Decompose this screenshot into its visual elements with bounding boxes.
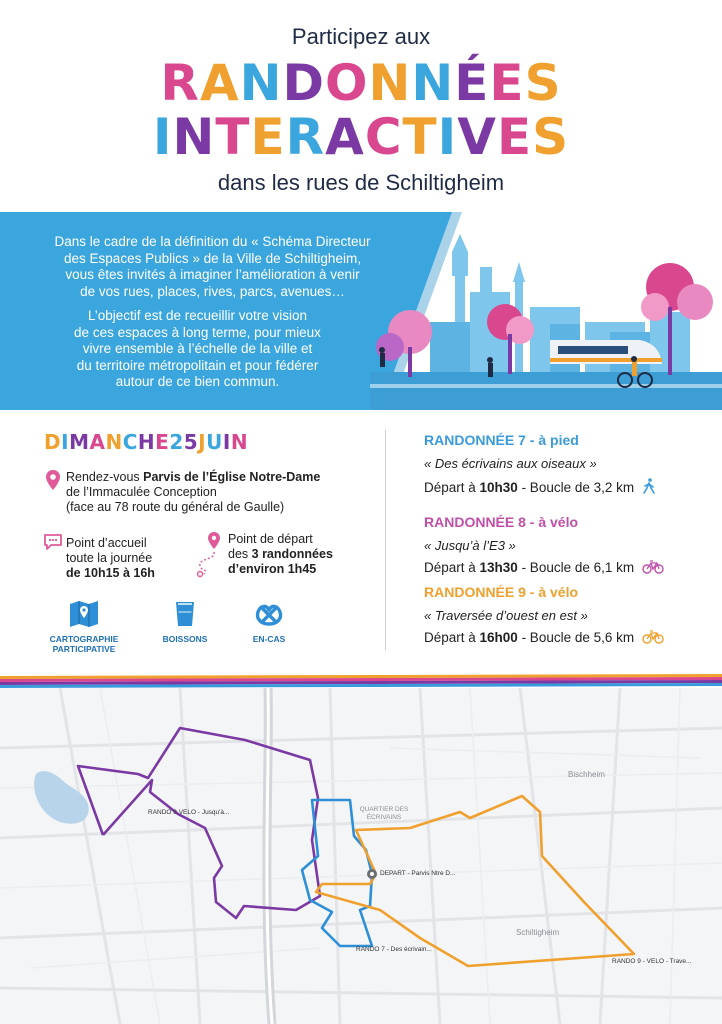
pretzel-icon: [254, 600, 284, 628]
bicycle-icon: [642, 630, 664, 644]
place-bischheim: Bischheim: [568, 770, 605, 779]
route-7-title: RANDONNÉE 7 - à pied: [424, 432, 579, 448]
header-line1: Participez aux: [291, 24, 431, 49]
map-icon: [69, 600, 99, 628]
section-divider: [385, 430, 386, 650]
intro-band: [0, 212, 722, 410]
route-7-details: Départ à 10h30 - Boucle de 3,2 km: [424, 478, 656, 495]
route-9-subtitle: « Traversée d’ouest en est »: [424, 608, 588, 623]
route-9-details: Départ à 16h00 - Boucle de 5,6 km: [424, 630, 664, 645]
place-schiltigheim: Schiltigheim: [516, 928, 560, 937]
map-canvas: [0, 688, 722, 1024]
glass-icon: [172, 600, 198, 628]
event-date: DIMANCHE25JUIN: [44, 430, 249, 454]
route-7-subtitle: « Des écrivains aux oiseaux »: [424, 456, 597, 471]
location-pin-icon: [46, 470, 60, 490]
accueil-info: Point d’accueil toute la journée de 10h15 à 16h: [66, 536, 155, 580]
route-8-title: RANDONNÉE 8 - à vélo: [424, 514, 579, 530]
route-8-details: Départ à 13h30 - Boucle de 6,1 km: [424, 560, 664, 575]
chat-bubble-icon: [44, 534, 62, 550]
route-7-map-label: RANDO 7 - Des écrivain...: [356, 946, 432, 953]
intro-paragraph-1: Dans le cadre de la définition du « Schéma Directeur des Espaces Publics » de la Ville de Schiltigheim, vous êtes invités à imaginer l’amélioration à venir de vos rues, places, rives, parcs, avenues…: [54, 234, 371, 299]
facility-boissons: BOISSONS: [130, 600, 240, 644]
bicycle-icon: [642, 560, 664, 574]
route-start-icon: [194, 532, 224, 578]
route-8-map-label: RANDO 8 VELO - Jusqu'à...: [148, 809, 230, 816]
city-illustration: [370, 212, 722, 410]
route-8-subtitle: « Jusqu’à l’E3 »: [424, 538, 516, 553]
route-9-map-label: RANDO 9 - VELO - Trave...: [612, 958, 692, 965]
route-map[interactable]: [0, 688, 722, 1024]
walker-icon: [642, 478, 656, 494]
depart-map-label: DEPART - Parvis Ntre D...: [380, 870, 456, 877]
facility-encas: EN-CAS: [214, 600, 324, 644]
route-9-title: RANDONNÉE 9 - à vélo: [424, 584, 579, 600]
place-quartier-ecrivains: QUARTIER DES ÉCRIVAINS: [359, 806, 409, 821]
decorative-stripes: [0, 674, 722, 688]
facility-cartographie: CARTOGRAPHIE PARTICIPATIVE: [29, 600, 139, 654]
intro-paragraph-2: L’objectif est de recueillir votre vision de ces espaces à long terme, pour mieux vivre ensemble à l’échelle de la ville et du territoire métropolitain et pour fédérer autour de ce bien commun.: [74, 308, 321, 389]
depart-info: Point de départ des 3 randonnées d’environ 1h45: [228, 532, 333, 576]
header-line3: dans les rues de Schiltigheim: [217, 170, 505, 195]
title-randonnees: RANDONNÉES: [160, 54, 562, 112]
title-interactives: INTERACTIVES: [152, 108, 570, 166]
rendezvous-info: Rendez-vous Parvis de l’Église Notre-Dame de l’Immaculée Conception (face au 78 route du général de Gaulle): [66, 470, 321, 514]
